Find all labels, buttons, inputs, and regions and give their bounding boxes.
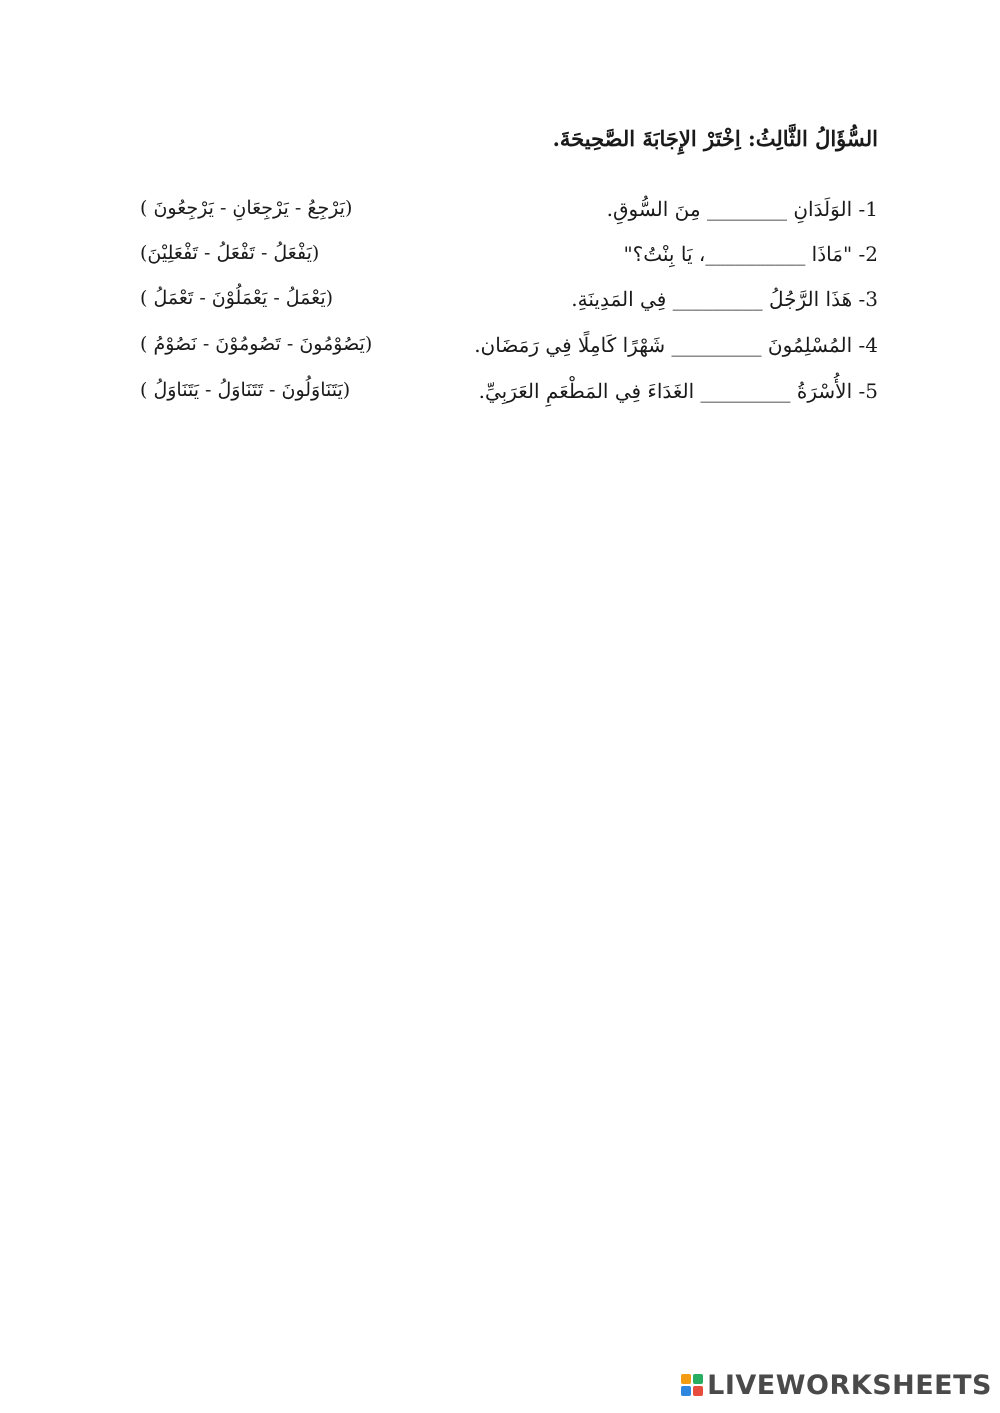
question-title: السُّؤَالُ الثَّالِثُ: اِخْتَرْ الإِجَابَةَ الصَّحِيحَةَ. [552,126,878,151]
logo-square-4 [693,1386,703,1396]
question-options: (يَرْجِعُ - يَرْجِعَانِ - يَرْجِعُونَ ) [140,197,353,219]
question-options: (يَصُوْمُونَ - تَصُومُوْنَ - نَصُوْمُ ) [140,333,373,355]
question-row-2 [120,242,878,282]
question-options: (يَفْعَلُ - تَفْعَلُ - تَفْعَلِيْنَ) [140,242,320,264]
liveworksheets-logo-text: LIVEWORKSHEETS [707,1369,992,1401]
question-sentence: 5- الأُسْرَةُ _________ الغَدَاءَ فِي المَطْعَمِ العَرَبِيِّ. [478,379,878,403]
question-row-4 [120,333,878,373]
question-row-1 [120,197,878,237]
logo-square-3 [681,1386,691,1396]
question-options: (يَتَنَاوَلُونَ - تَتَنَاوَلُ - يَتَنَاوَلُ ) [140,379,351,401]
question-sentence: 2- "مَاذَا __________، يَا بِنْتُ؟" [623,242,878,266]
question-sentence: 3- هَذَا الرَّجُلُ _________ فِي المَدِينَةِ. [571,287,878,311]
question-options: (يَعْمَلُ - يَعْمَلُوْنَ - تَعْمَلُ ) [140,287,334,309]
liveworksheets-logo [681,1365,992,1405]
liveworksheets-logo-icon [681,1374,703,1396]
question-row-5 [120,379,878,419]
question-sentence: 4- المُسْلِمُونَ _________ شَهْرًا كَامِلًا فِي رَمَضَان. [474,333,878,357]
logo-square-2 [693,1374,703,1384]
question-row-3 [120,287,878,327]
question-sentence: 1- الوَلَدَانِ ________ مِنَ السُّوقِ. [606,197,878,221]
logo-square-1 [681,1374,691,1384]
